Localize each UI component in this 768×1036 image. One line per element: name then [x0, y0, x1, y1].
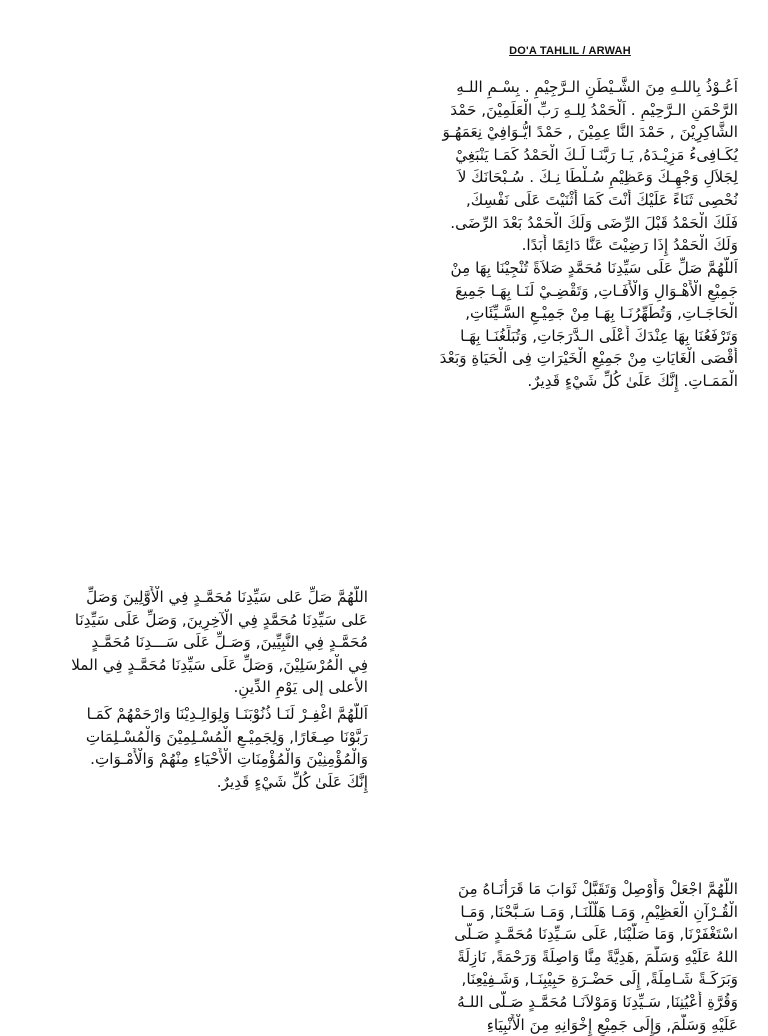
text-line: وَقُرَّةِ أَعْيُنِنَا, سَـيِّدِنَا وَمَوْلاَنَـا مُحَمَّـدٍ صَـلَّى اللـهُ — [457, 992, 738, 1011]
text-line: يُكَـافِىءُ مَزِيْـدَهُ, يَـا رَبَّنَـا لَـكَ الْحَمْدُ كَمَـا يَنْبَغِيْ — [455, 145, 738, 164]
text-line: أَقْصَى الْغَايَاتِ مِنْ جَمِيْعِ الْخَيْرَاتِ فِى الْحَيَاةِ وَبَعْدَ — [439, 349, 738, 368]
paragraph-taawudz-hamdalah — [398, 76, 738, 257]
text-line: لِجَلاَلِ وَجْهِـكَ وَعَظِيْمِ سُـلْطَا نِـكَ . سُـبْحَانَكَ لاَ — [457, 168, 738, 187]
text-line: اللَّهُمَّ اجْعَلْ وَأَوْصِلْ وَتَقَبَّلْ ثَوَابَ مَا قَرَأْنَـاهُ مِنَ — [458, 880, 738, 898]
text-line: إِنَّكَ عَلَىٰ كُلِّ شَيْءٍ قَدِيرٌ. — [216, 772, 368, 791]
text-line: الشَّاكِرِيْنَ , حَمْدَ النَّا عِمِيْنَ , حَمْدً ايُّـوَافِيْ نِعَمَهُـوَ — [442, 123, 738, 142]
text-line: مُحَمَّـدٍ فِي النَّبِيِّينَ, وَصَـلِّ عَلَى سَـــدِنَا مُحَمَّـدٍ — [91, 633, 368, 652]
text-line: فِي الْمُرْسَلِيْنَ, وَصَلِّ عَلَى سَيِّدِنَا مُحَمَّـدٍ فِي الملا — [71, 655, 368, 674]
text-line: الْقُـرْآنِ الْعَظِيْمِ, وَمَـا هَلَّلْنَـا, وَمَـا سَـبَّحْنَا, وَمَـا — [460, 902, 738, 921]
text-line: جَمِيْعِ الْأَهْـوَالِ وَالْأَفَـاتِ, وَتَقْضِـيْ لَنَـا بِهَـا جَمِيعَ — [455, 281, 738, 300]
text-line: وَلَكَ الْحَمْدُ إِذَا رَضِيْتَ عَنَّا دَائِمًا أَبَدًا. — [521, 236, 738, 255]
paragraph-ihda-thawab — [398, 878, 738, 1036]
paragraph-salawat-awwalin — [22, 586, 368, 699]
text-line: الأعلى إلى يَوْمِ الدِّينِ. — [233, 678, 368, 697]
text-line: اَعُـوْذُ بِاللـهِ مِنَ الشَّـيْطَنِ الـرَّجِيْمِ . بِسْـمِ اللـهِ — [456, 78, 738, 96]
text-line: الرَّحْمَنِ الـرَّحِيْمِ . اَلْحَمْدُ لِلـهِ رَبِّ الْعَلَمِيْنَ, حَمْدَ — [450, 100, 738, 119]
paragraph-salawat-munjiyat — [398, 257, 738, 393]
text-line: اللهُ عَلَيْهِ وَسَلَّمَ ,هَدِيَّةً مِنَّا وَاصِلَةً وَرَحْمَةً, نَازِلَةً — [457, 947, 738, 966]
text-line: اَللَّهُمَّ اغْفِـرْ لَنَـا ذُنُوْبَنَـا وَلِوَالِـدِيْنَا وَارْحَمْهُمْ كَمَـا — [86, 705, 368, 723]
text-line: نُحْصِى ثَنَاءً عَلَيْكَ أَنْتَ كَمَا أَثْنَيْتَ عَلَى نَفْسِكَ, — [465, 190, 738, 209]
text-line: اسْتَغْفَرْنَا, وَمَا صَلَّيْنَا, عَلَى سَـيِّدِنَا مُحَمَّـدٍ صَـلَّى — [454, 925, 738, 944]
text-line: رَبَّوْنَا صِـغَارًا, وَلِجَمِيْـعِ الْمُسْـلِمِيْنَ وَالْمُسْـلِمَاتِ — [85, 727, 368, 746]
text-line: عَلى سَيِّدِنَا مُحَمَّدٍ فِي الْآخِرِينَ, وَصَلِّ عَلَى سَيِّدِنَا — [74, 610, 368, 629]
text-line: فَلَكَ الْحَمْدُ قَبْلَ الرِّضَى وَلَكَ الْحَمْدُ بَعْدَ الرِّضَى. — [450, 213, 738, 232]
text-line: الْمَمَـاتِ. إِنَّكَ عَلَىٰ كُلِّ شَيْءٍ قَدِيرٌ. — [527, 371, 738, 390]
text-line: الْحَاجَـاتِ, وَتُطَهِّرُنَـا بِهَـا مِنْ جَمِيْـعِ السَّـيِّئَاتِ, — [465, 304, 738, 323]
text-line: اَللَّهُمَّ صَلِّ عَلَى سَيِّدِنَا مُحَمَّدٍ صَلاَةً تُنْجِيْنَا بِهَا مِنْ — [450, 259, 738, 277]
document-title: DO'A TAHLIL / ARWAH — [509, 45, 631, 57]
text-line: عَلَيْهِ وَسَلَّمَ, وَإِلَى جَمِيْعِ إِخْوَانِهِ مِنَ الْأَنْبِيَاءِ — [486, 1015, 738, 1034]
text-line: اللَّهُمَّ صَلِّ عَلى سَيِّدِنَا مُحَمَّـدٍ فِي الْأَوَّلِينَ وَصَلِّ — [86, 588, 368, 606]
text-line: وَبَرَكَـةً شَـامِلَةً, إِلَى حَضْـرَةِ حَبِيْبِنَـا, وَشَـفِيْعِنَا, — [461, 970, 738, 989]
text-line: وَالْمُؤْمِنِيْنَ وَالْمُؤْمِنَاتِ الْأَحْيَاءِ مِنْهُمْ وَالْأَمْـوَاتِ. — [90, 750, 368, 769]
text-line: وَتَرْفَعُنَا بِهَا عِنْدَكَ أَعْلَى الـدَّرَجَاتِ, وَتُبَلِّغُنَـا بِهَـا — [460, 326, 738, 345]
paragraph-istighfar — [22, 703, 368, 793]
